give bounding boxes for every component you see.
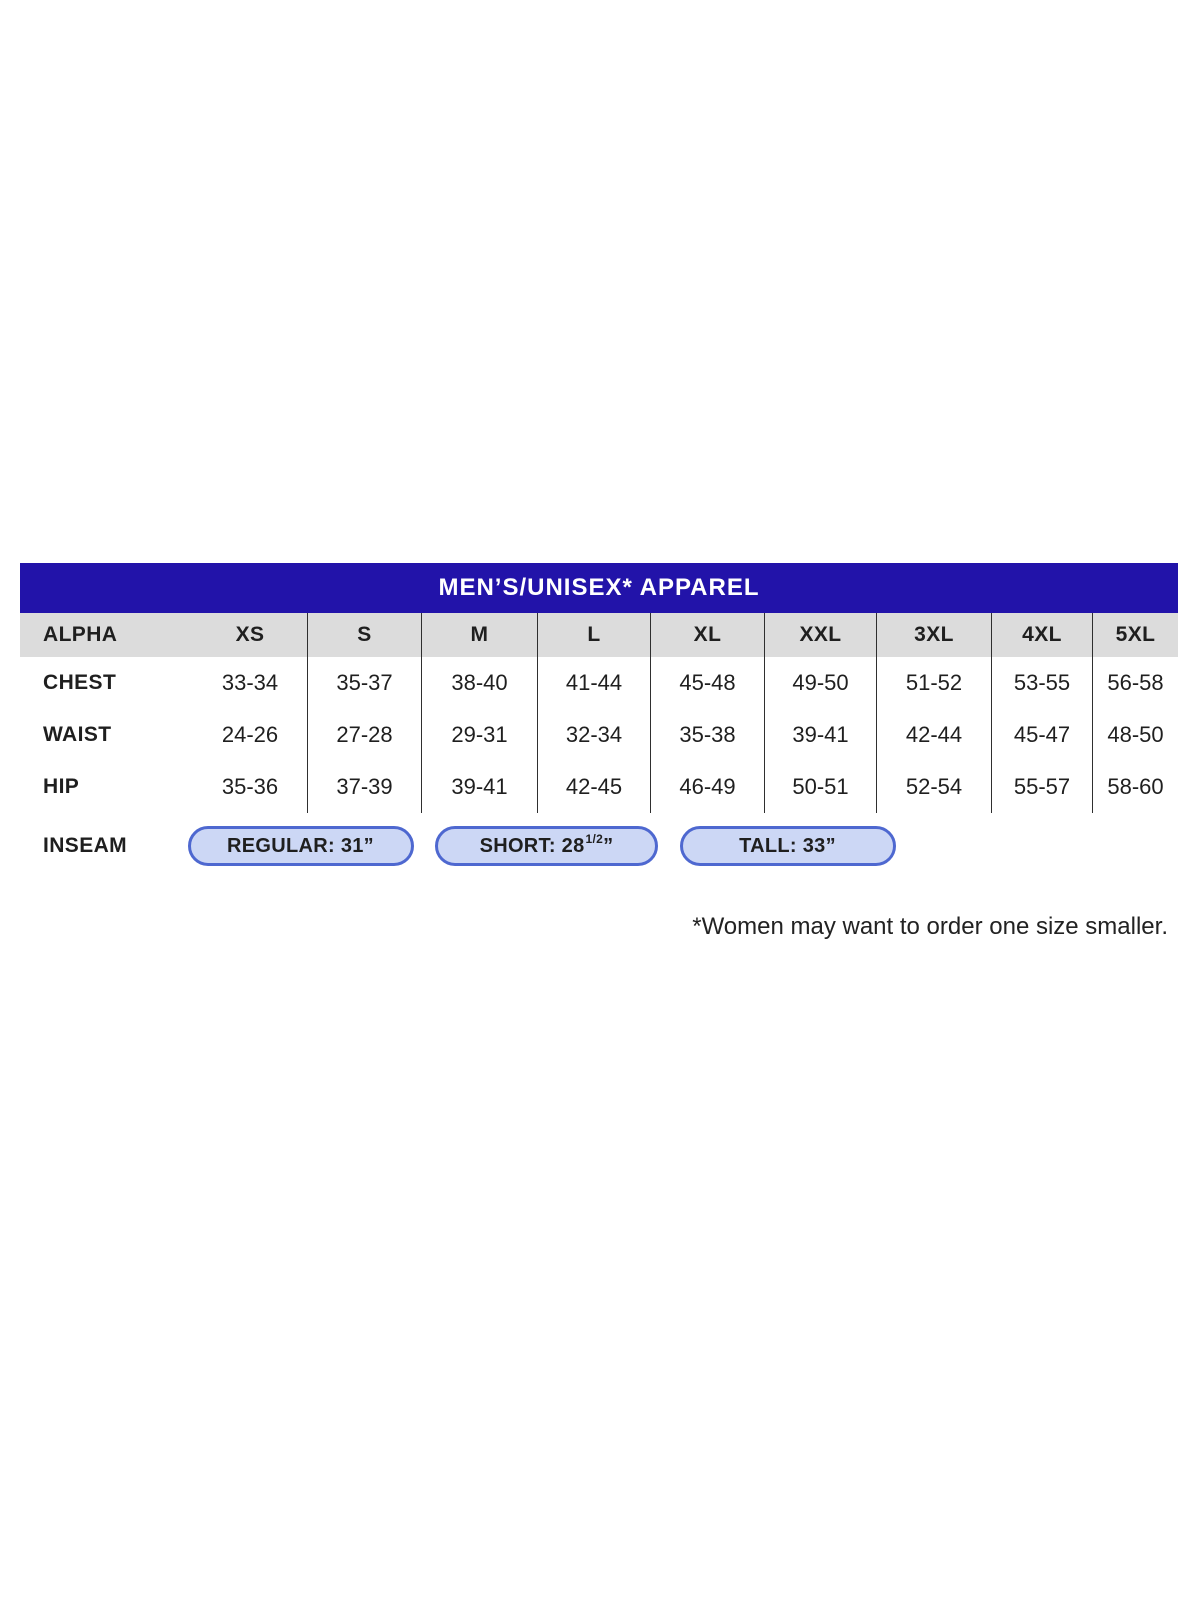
column-header-5xl: 5XL (1092, 613, 1178, 657)
measurement-cell: 39-41 (764, 709, 876, 761)
row-label-waist: WAIST (43, 723, 112, 746)
measurement-cell: 35-37 (307, 657, 421, 709)
measurement-cell: 50-51 (764, 761, 876, 813)
measurement-cell: 35-38 (650, 709, 764, 761)
chart-title: MEN’S/UNISEX* APPAREL (438, 574, 760, 601)
women-sizing-footnote: *Women may want to order one size smaller. (692, 913, 1168, 940)
measurement-cell: 42-44 (876, 709, 991, 761)
column-header-xl: XL (650, 613, 764, 657)
table-row-chest (20, 657, 1178, 709)
measurement-cell: 39-41 (421, 761, 537, 813)
measurement-cell: 48-50 (1092, 709, 1178, 761)
inseam-pill-short (435, 826, 658, 866)
measurement-cell: 53-55 (991, 657, 1092, 709)
table-row-waist (20, 709, 1178, 761)
measurement-cell: 46-49 (650, 761, 764, 813)
column-header-s: S (307, 613, 421, 657)
measurement-cell: 52-54 (876, 761, 991, 813)
measurement-cell: 27-28 (307, 709, 421, 761)
measurement-cell: 32-34 (537, 709, 650, 761)
measurement-cell: 37-39 (307, 761, 421, 813)
measurement-cell: 41-44 (537, 657, 650, 709)
measurement-cell: 56-58 (1092, 657, 1178, 709)
inseam-row (20, 815, 1178, 877)
measurement-cell: 49-50 (764, 657, 876, 709)
measurement-cell: 33-34 (221, 670, 279, 695)
pill-text: SHORT: 28 (479, 834, 585, 857)
row-label-chest: CHEST (43, 671, 117, 694)
measurement-cell: 42-45 (537, 761, 650, 813)
column-header-xxl: XXL (764, 613, 876, 657)
row-label-hip: HIP (43, 775, 80, 798)
measurement-cell: 29-31 (421, 709, 537, 761)
size-chart (20, 563, 1178, 941)
table-row-hip (20, 761, 1178, 813)
inseam-pill-regular (188, 826, 414, 866)
pill-text-suffix: ” (603, 834, 614, 857)
size-header-row (20, 613, 1178, 657)
measurement-cell: 58-60 (1092, 761, 1178, 813)
chart-title-bar (20, 563, 1178, 613)
measurement-cell: 55-57 (991, 761, 1092, 813)
alpha-corner-label: ALPHA (43, 623, 118, 646)
pill-text: REGULAR: 31” (227, 834, 374, 857)
measurement-cell: 45-47 (991, 709, 1092, 761)
pill-text: TALL: 33” (739, 834, 836, 857)
measurement-cell: 45-48 (650, 657, 764, 709)
measurement-cell: 51-52 (876, 657, 991, 709)
row-label-inseam: INSEAM (43, 834, 128, 857)
measurement-cell: 38-40 (421, 657, 537, 709)
column-header-4xl: 4XL (991, 613, 1092, 657)
measurement-cell: 35-36 (221, 774, 279, 799)
fraction-superscript: 1/2 (585, 832, 604, 846)
column-header-3xl: 3XL (876, 613, 991, 657)
column-header-m: M (421, 613, 537, 657)
column-header-xs: XS (235, 623, 265, 646)
inseam-pill-tall (680, 826, 896, 866)
measurement-cell: 24-26 (221, 722, 279, 747)
column-header-l: L (537, 613, 650, 657)
